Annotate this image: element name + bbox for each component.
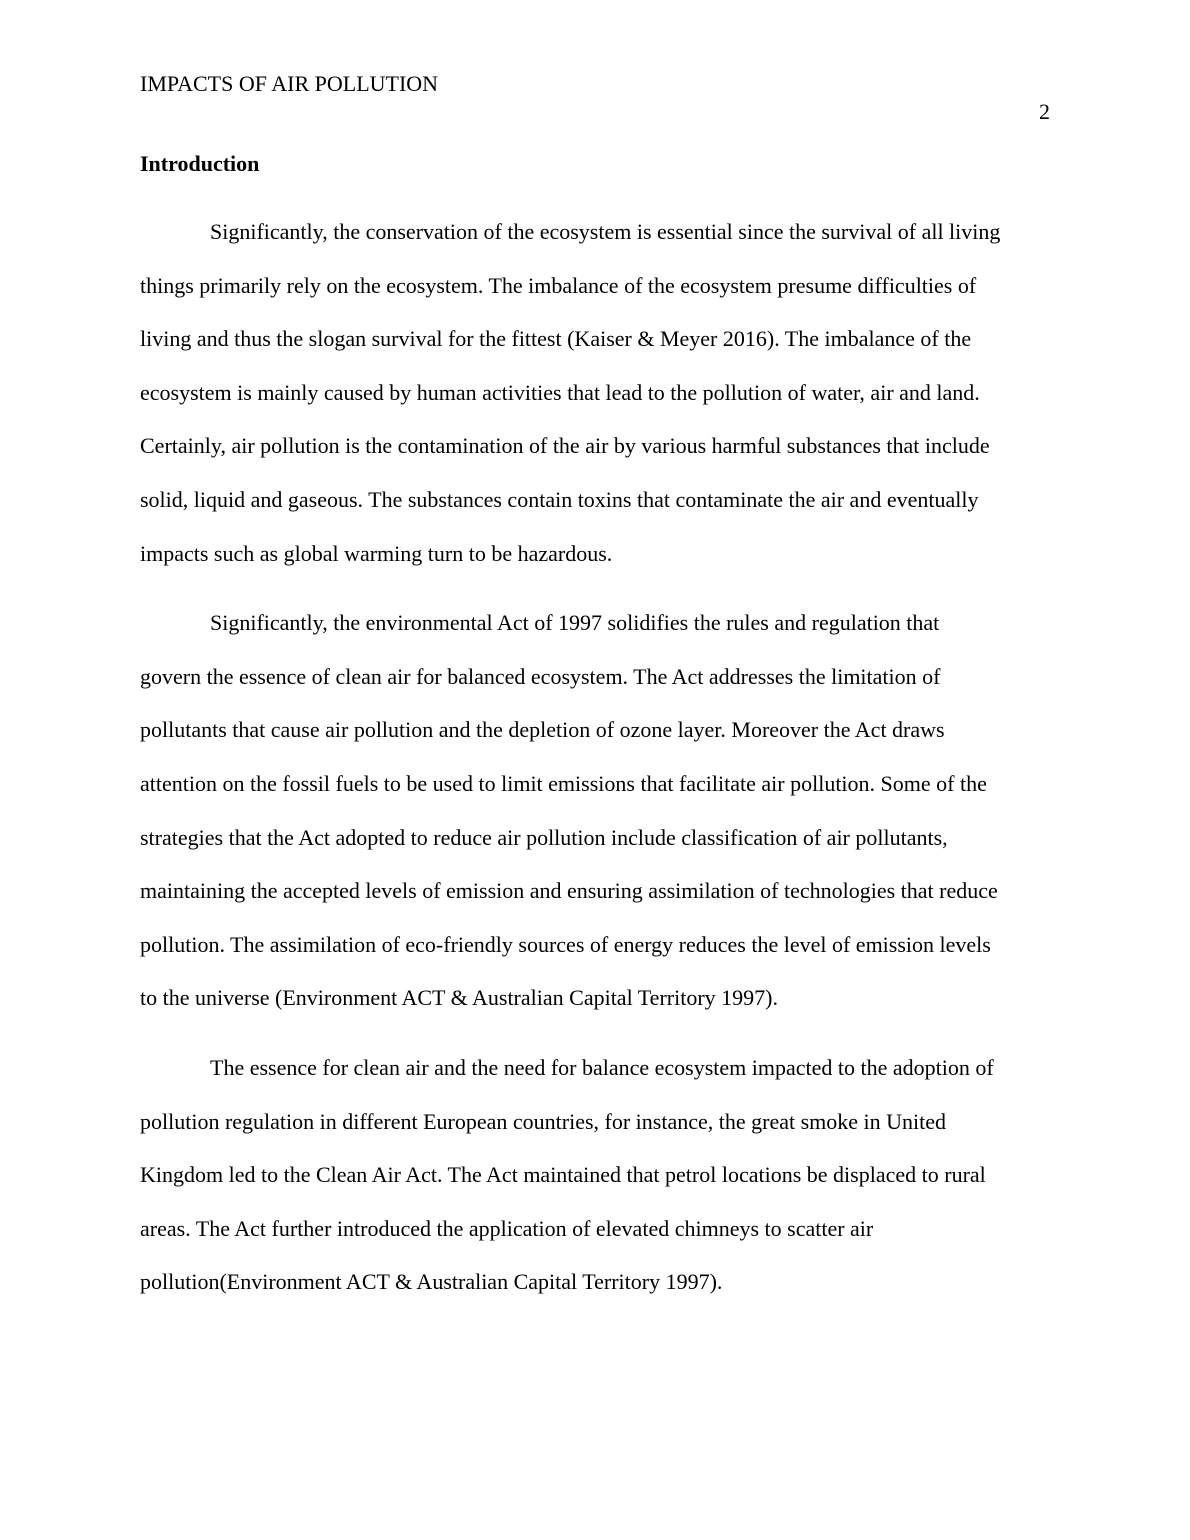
paragraph-3 [140, 1041, 1050, 1309]
text-line: solid, liquid and gaseous. The substances contain toxins that contaminate the air and eventually [140, 486, 979, 512]
text-line: Certainly, air pollution is the contamination of the air by various harmful substances that include [140, 433, 990, 459]
text-line: areas. The Act further introduced the application of elevated chimneys to scatter air [140, 1215, 874, 1241]
body-text [140, 205, 1050, 1325]
section-heading: Introduction [140, 151, 260, 176]
running-head: IMPACTS OF AIR POLLUTION [140, 71, 439, 96]
text-line: Significantly, the environmental Act of 1997 solidifies the rules and regulation that [210, 610, 940, 636]
text-line: govern the essence of clean air for balanced ecosystem. The Act addresses the limitation of [140, 663, 941, 689]
text-line: The essence for clean air and the need for balance ecosystem impacted to the adoption of [210, 1054, 994, 1080]
text-line: strategies that the Act adopted to reduce air pollution include classification of air pollutants, [140, 824, 948, 850]
text-line: attention on the fossil fuels to be used to limit emissions that facilitate air pollution. Some of the [140, 770, 987, 796]
text-line: maintaining the accepted levels of emission and ensuring assimilation of technologies that reduce [140, 878, 998, 904]
text-line: Significantly, the conservation of the ecosystem is essential since the survival of all living [210, 219, 1001, 244]
text-line: pollution(Environment ACT & Australian Capital Territory 1997). [140, 1269, 723, 1295]
text-line: impacts such as global warming turn to be hazardous. [140, 540, 613, 566]
text-line: pollution regulation in different European countries, for instance, the great smoke in United [140, 1108, 947, 1134]
paragraph-2 [140, 596, 1050, 1025]
text-line: pollution. The assimilation of eco-friendly sources of energy reduces the level of emission levels [140, 931, 991, 957]
text-line: Kingdom led to the Clean Air Act. The Act maintained that petrol locations be displaced to rural [140, 1162, 986, 1188]
text-line: things primarily rely on the ecosystem. The imbalance of the ecosystem presume difficulties of [140, 272, 977, 298]
text-line: living and thus the slogan survival for the fittest (Kaiser & Meyer 2016). The imbalance of the [140, 326, 972, 352]
text-line: to the universe (Environment ACT & Australian Capital Territory 1997). [140, 985, 778, 1011]
text-line: pollutants that cause air pollution and the depletion of ozone layer. Moreover the Act draws [140, 717, 945, 743]
page-number: 2 [1039, 99, 1050, 124]
paragraph-1 [140, 205, 1050, 580]
text-line: ecosystem is mainly caused by human activities that lead to the pollution of water, air and land. [140, 379, 980, 405]
